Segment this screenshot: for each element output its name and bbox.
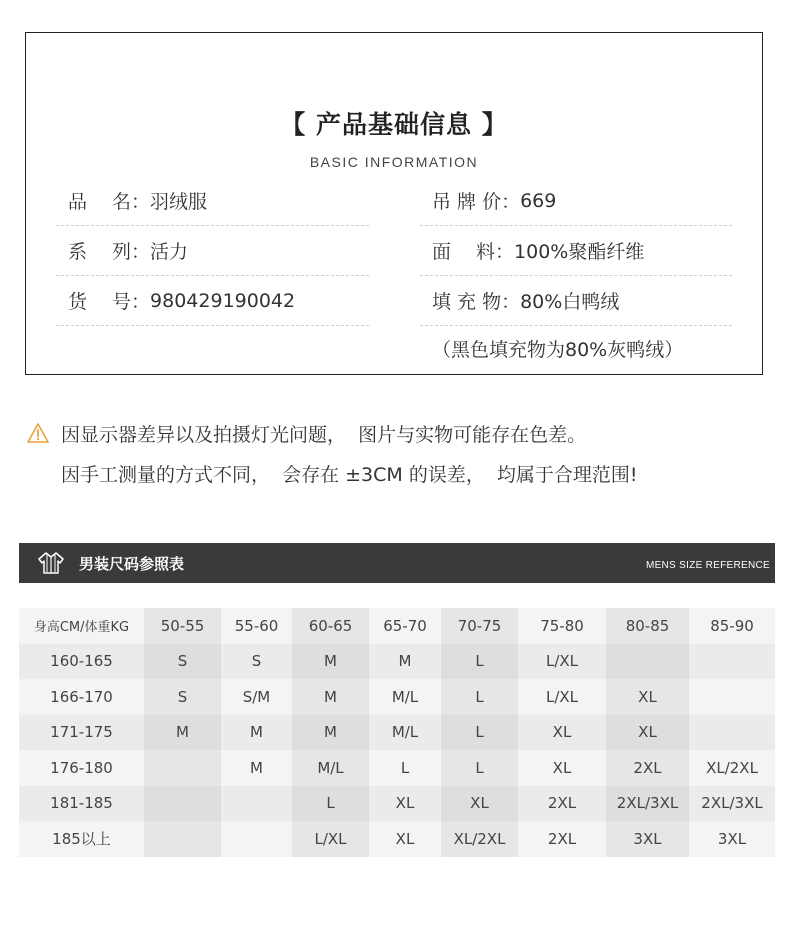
table-cell [144, 821, 221, 857]
size-chart-title: 男装尺码参照表 [79, 555, 185, 573]
table-row [19, 750, 775, 786]
info-row-fabric [420, 226, 732, 276]
size-table [19, 608, 775, 857]
table-cell: L/XL [518, 644, 606, 680]
filling-note: （黑色填充物为80%灰鸭绒） [432, 339, 684, 361]
header-cell: 85-90 [689, 608, 775, 644]
table-cell: M/L [292, 750, 369, 786]
info-row-tag-price [420, 176, 732, 226]
jacket-icon [37, 550, 65, 576]
info-label: 品 名： [68, 191, 151, 213]
table-cell [221, 821, 292, 857]
header-cell: 75-80 [518, 608, 606, 644]
table-cell: L [441, 679, 518, 715]
table-cell [689, 715, 775, 751]
size-chart-subtitle: MENS SIZE REFERENCE [645, 560, 770, 571]
info-label: 吊 牌 价： [432, 191, 521, 213]
table-cell [606, 644, 689, 680]
info-row-name [56, 176, 369, 226]
info-row-series [56, 226, 369, 276]
table-cell: S/M [221, 679, 292, 715]
table-row [19, 821, 775, 857]
header-cell: 55-60 [221, 608, 292, 644]
table-cell: 2XL/3XL [606, 786, 689, 822]
table-cell [144, 750, 221, 786]
table-cell: L [292, 786, 369, 822]
table-cell: S [221, 644, 292, 680]
table-cell: 160-165 [19, 644, 144, 680]
table-cell: 2XL [518, 786, 606, 822]
table-cell: S [144, 679, 221, 715]
table-row [19, 715, 775, 751]
table-cell: XL/2XL [441, 821, 518, 857]
table-row [19, 644, 775, 680]
header-cell: 70-75 [441, 608, 518, 644]
table-cell: 3XL [606, 821, 689, 857]
table-row [19, 679, 775, 715]
info-value: 活力 [150, 241, 189, 263]
table-cell: XL [518, 715, 606, 751]
table-cell: XL [606, 715, 689, 751]
table-cell: 181-185 [19, 786, 144, 822]
info-title: 【 产品基础信息 】 [280, 110, 508, 139]
info-subtitle: BASIC INFORMATION [309, 154, 479, 170]
info-label: 填 充 物： [432, 291, 521, 313]
table-cell: M/L [369, 715, 441, 751]
warning-line-2: 因手工测量的方式不同， 会存在 ±3CM 的误差， 均属于合理范围! [61, 464, 638, 486]
info-label: 系 列： [68, 241, 151, 263]
table-cell: M/L [369, 679, 441, 715]
table-cell: M [292, 644, 369, 680]
info-label: 面 料： [432, 241, 515, 263]
table-cell: L/XL [518, 679, 606, 715]
table-cell: L [441, 750, 518, 786]
table-cell: XL [369, 821, 441, 857]
table-cell: M [144, 715, 221, 751]
table-cell: M [292, 715, 369, 751]
info-row-item-number [56, 276, 369, 326]
info-row-filling [420, 276, 732, 326]
info-value: 100%聚酯纤维 [514, 241, 645, 263]
table-row [19, 786, 775, 822]
info-value: 980429190042 [150, 289, 296, 312]
info-label: 货 号： [68, 291, 151, 313]
table-cell: XL [518, 750, 606, 786]
info-value: 669 [520, 189, 557, 212]
info-value: 羽绒服 [150, 191, 208, 213]
table-cell: M [369, 644, 441, 680]
table-cell: 166-170 [19, 679, 144, 715]
warning-line-1: 因显示器差异以及拍摄灯光问题， 图片与实物可能存在色差。 [61, 424, 587, 446]
table-cell: 185以上 [19, 821, 144, 857]
table-cell [689, 644, 775, 680]
table-cell: 2XL/3XL [689, 786, 775, 822]
table-cell: 3XL [689, 821, 775, 857]
table-cell: XL [369, 786, 441, 822]
table-cell: XL [606, 679, 689, 715]
header-cell: 65-70 [369, 608, 441, 644]
table-cell: 2XL [518, 821, 606, 857]
table-cell: 171-175 [19, 715, 144, 751]
info-value: 80%白鸭绒 [520, 291, 620, 313]
table-cell: M [221, 715, 292, 751]
table-cell: XL/2XL [689, 750, 775, 786]
header-cell: 身高CM/体重KG [19, 608, 144, 644]
table-cell: 2XL [606, 750, 689, 786]
table-cell: S [144, 644, 221, 680]
table-cell: M [221, 750, 292, 786]
table-header-row [19, 608, 775, 644]
table-cell: XL [441, 786, 518, 822]
header-cell: 50-55 [144, 608, 221, 644]
table-cell: L/XL [292, 821, 369, 857]
table-cell: M [292, 679, 369, 715]
table-cell: L [441, 644, 518, 680]
table-cell: L [369, 750, 441, 786]
table-cell: L [441, 715, 518, 751]
table-cell: 176-180 [19, 750, 144, 786]
header-cell: 80-85 [606, 608, 689, 644]
table-cell [689, 679, 775, 715]
warning-triangle-icon [27, 422, 49, 444]
header-cell: 60-65 [292, 608, 369, 644]
table-cell [144, 786, 221, 822]
table-cell [221, 786, 292, 822]
size-chart-banner [19, 543, 775, 583]
